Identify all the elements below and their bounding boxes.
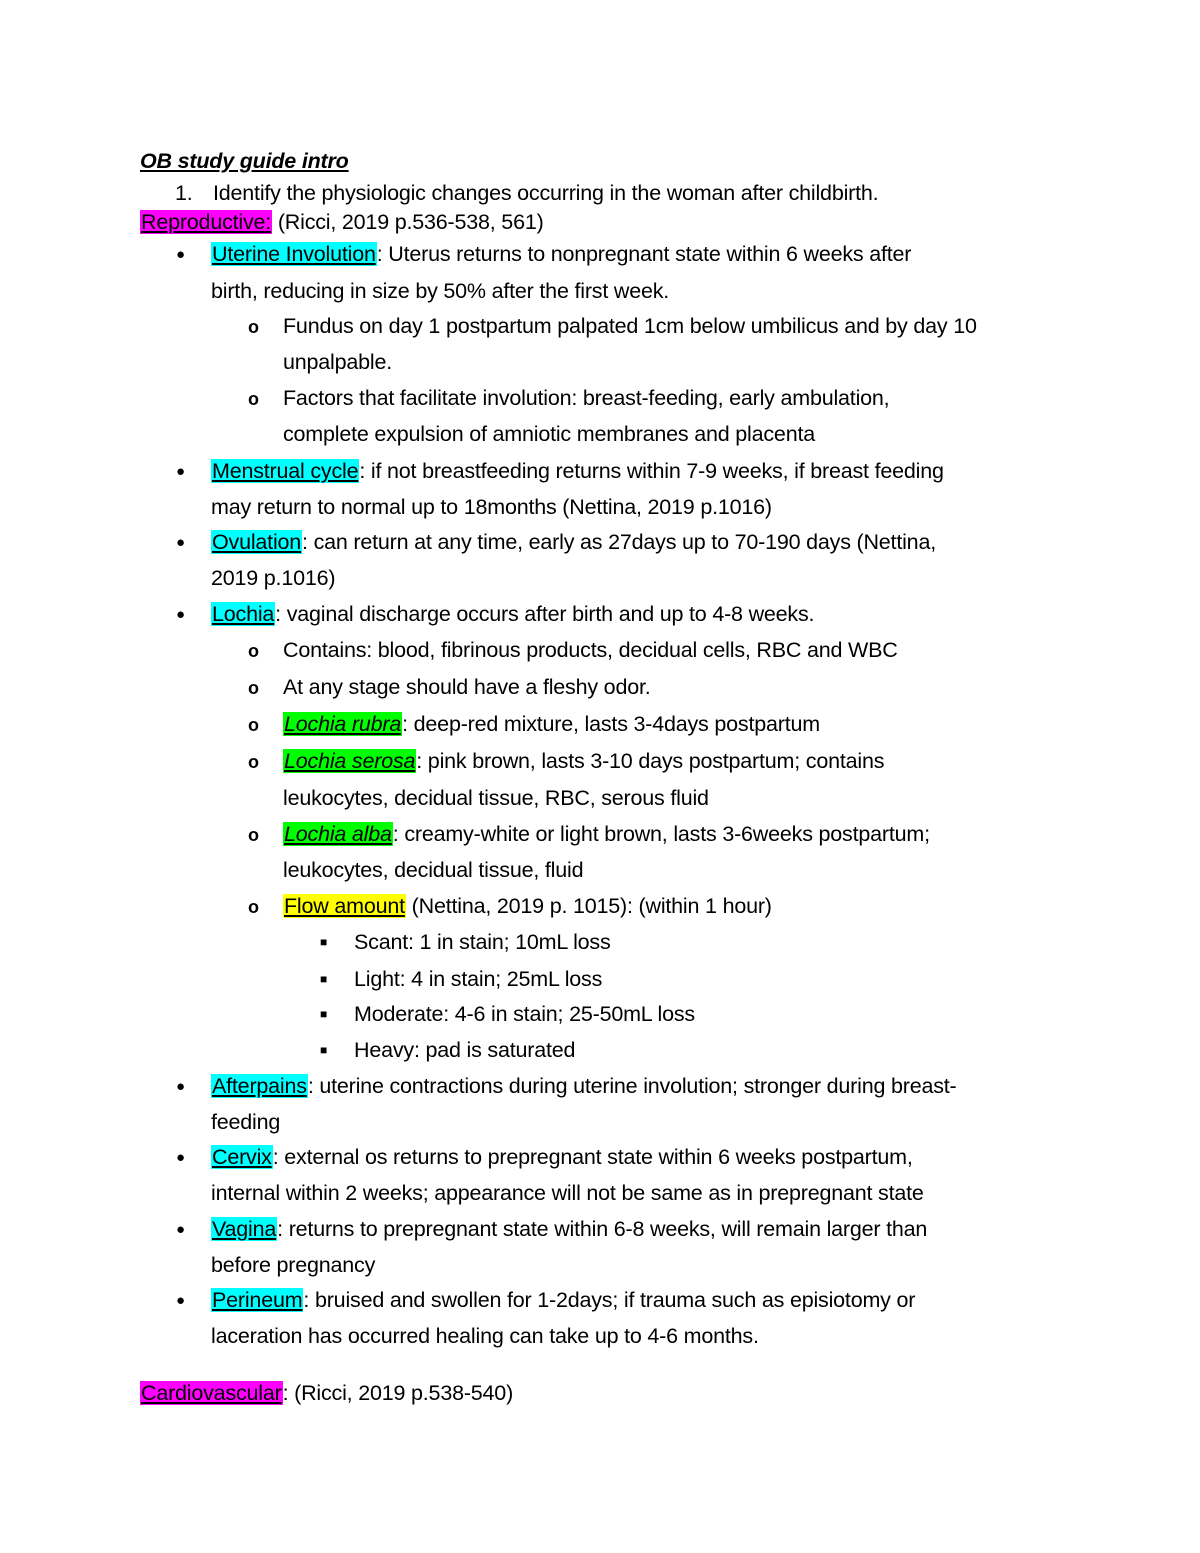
bullet-disc-icon: ● bbox=[176, 463, 185, 480]
cardiovascular-citation: : (Ricci, 2019 p.538-540) bbox=[282, 1381, 514, 1405]
reproductive-citation: (Ricci, 2019 p.536-538, 561) bbox=[272, 210, 544, 234]
sub-item-text: : deep-red mixture, lasts 3-4days postpartum bbox=[402, 712, 820, 736]
item-text-continued: before pregnancy bbox=[211, 1253, 376, 1277]
list-item bbox=[211, 1285, 915, 1315]
bullet-disc-icon: ● bbox=[176, 246, 185, 263]
item-text-continued: internal within 2 weeks; appearance will not be same as in prepregnant state bbox=[211, 1181, 924, 1205]
sub-item bbox=[283, 891, 772, 921]
item-text: : can return at any time, early as 27days up to 70-190 days (Nettina, bbox=[302, 530, 936, 554]
bullet-disc-icon: ● bbox=[176, 1292, 185, 1309]
list-item bbox=[211, 599, 814, 629]
bullet-square-icon: ■ bbox=[320, 1007, 328, 1021]
sub-sub-item-text: Light: 4 in stain; 25mL loss bbox=[354, 967, 603, 991]
item-text-continued: feeding bbox=[211, 1110, 281, 1134]
bullet-disc-icon: ● bbox=[176, 534, 185, 551]
bullet-circle-icon: o bbox=[248, 715, 259, 735]
item-text: : uterine contractions during uterine involution; stronger during breast- bbox=[307, 1074, 957, 1098]
bullet-circle-icon: o bbox=[248, 389, 259, 409]
sub-item-text: (Nettina, 2019 p. 1015): (within 1 hour) bbox=[405, 894, 772, 918]
bullet-circle-icon: o bbox=[248, 317, 259, 337]
list-item bbox=[211, 456, 944, 486]
term-menstrual-cycle: Menstrual cycle bbox=[212, 459, 359, 483]
sub-item-text: Factors that facilitate involution: breast-feeding, early ambulation, bbox=[283, 386, 890, 410]
sub-item-text: Fundus on day 1 postpartum palpated 1cm below umbilicus and by day 10 bbox=[283, 314, 977, 338]
item-text: : external os returns to prepregnant state within 6 weeks postpartum, bbox=[272, 1145, 913, 1169]
item-text: : bruised and swollen for 1-2days; if trauma such as episiotomy or bbox=[303, 1288, 916, 1312]
bullet-square-icon: ■ bbox=[320, 935, 328, 949]
bullet-disc-icon: ● bbox=[176, 1221, 185, 1238]
term-cervix: Cervix bbox=[212, 1145, 272, 1169]
sub-sub-item-text: Moderate: 4-6 in stain; 25-50mL loss bbox=[354, 1002, 695, 1026]
page-title: OB study guide intro bbox=[140, 149, 349, 173]
bullet-disc-icon: ● bbox=[176, 606, 185, 623]
term-afterpains: Afterpains bbox=[212, 1074, 307, 1098]
item-text-continued: laceration has occurred healing can take up to 4-6 months. bbox=[211, 1324, 759, 1348]
bullet-square-icon: ■ bbox=[320, 1043, 328, 1057]
bullet-circle-icon: o bbox=[248, 678, 259, 698]
list-number: 1. bbox=[175, 181, 193, 205]
sub-item-text: : pink brown, lasts 3-10 days postpartum; contains bbox=[416, 749, 885, 773]
list-item bbox=[211, 527, 936, 557]
sub-item-text-continued: leukocytes, decidual tissue, fluid bbox=[283, 858, 584, 882]
sub-item-text-continued: complete expulsion of amniotic membranes and placenta bbox=[283, 422, 815, 446]
term-uterine-involution: Uterine Involution bbox=[212, 242, 376, 266]
bullet-circle-icon: o bbox=[248, 752, 259, 772]
bullet-disc-icon: ● bbox=[176, 1078, 185, 1095]
term-vagina: Vagina bbox=[212, 1217, 277, 1241]
cardiovascular-heading bbox=[140, 1378, 513, 1408]
sub-item-text-continued: leukocytes, decidual tissue, RBC, serous fluid bbox=[283, 786, 709, 810]
item-text: : Uterus returns to nonpregnant state within 6 weeks after bbox=[376, 242, 912, 266]
sub-item-text: : creamy-white or light brown, lasts 3-6weeks postpartum; bbox=[392, 822, 930, 846]
item-text-continued: birth, reducing in size by 50% after the first week. bbox=[211, 279, 670, 303]
sub-sub-item-text: Heavy: pad is saturated bbox=[354, 1038, 576, 1062]
bullet-circle-icon: o bbox=[248, 641, 259, 661]
reproductive-label: Reproductive: bbox=[141, 210, 272, 234]
item-text: : returns to prepregnant state within 6-8 weeks, will remain larger than bbox=[277, 1217, 928, 1241]
term-perineum: Perineum bbox=[212, 1288, 303, 1312]
bullet-circle-icon: o bbox=[248, 825, 259, 845]
item-text-continued: may return to normal up to 18months (Nettina, 2019 p.1016) bbox=[211, 495, 772, 519]
list-item bbox=[211, 1142, 913, 1172]
sub-item bbox=[283, 709, 820, 739]
sub-item-text: Contains: blood, fibrinous products, decidual cells, RBC and WBC bbox=[283, 638, 898, 662]
list-item bbox=[211, 239, 911, 269]
cardiovascular-label: Cardiovascular bbox=[141, 1381, 282, 1405]
sub-item-text-continued: unpalpable. bbox=[283, 350, 392, 374]
bullet-circle-icon: o bbox=[248, 897, 259, 917]
bullet-disc-icon: ● bbox=[176, 1149, 185, 1166]
sub-item bbox=[283, 819, 930, 849]
sub-item-text: At any stage should have a fleshy odor. bbox=[283, 675, 651, 699]
list-item bbox=[211, 1071, 957, 1101]
sub-item bbox=[283, 746, 884, 776]
bullet-square-icon: ■ bbox=[320, 972, 328, 986]
term-lochia: Lochia bbox=[212, 602, 275, 626]
term-lochia-alba: Lochia alba bbox=[284, 822, 392, 846]
term-flow-amount: Flow amount bbox=[284, 894, 405, 918]
item-text-continued: 2019 p.1016) bbox=[211, 566, 336, 590]
item-text: : vaginal discharge occurs after birth and up to 4-8 weeks. bbox=[275, 602, 815, 626]
item-text: : if not breastfeeding returns within 7-9 weeks, if breast feeding bbox=[359, 459, 944, 483]
list-item bbox=[211, 1214, 927, 1244]
term-lochia-rubra: Lochia rubra bbox=[284, 712, 402, 736]
term-ovulation: Ovulation bbox=[212, 530, 302, 554]
term-lochia-serosa: Lochia serosa bbox=[284, 749, 416, 773]
reproductive-heading bbox=[140, 207, 544, 237]
question-text: Identify the physiologic changes occurring in the woman after childbirth. bbox=[213, 181, 879, 205]
sub-sub-item-text: Scant: 1 in stain; 10mL loss bbox=[354, 930, 611, 954]
